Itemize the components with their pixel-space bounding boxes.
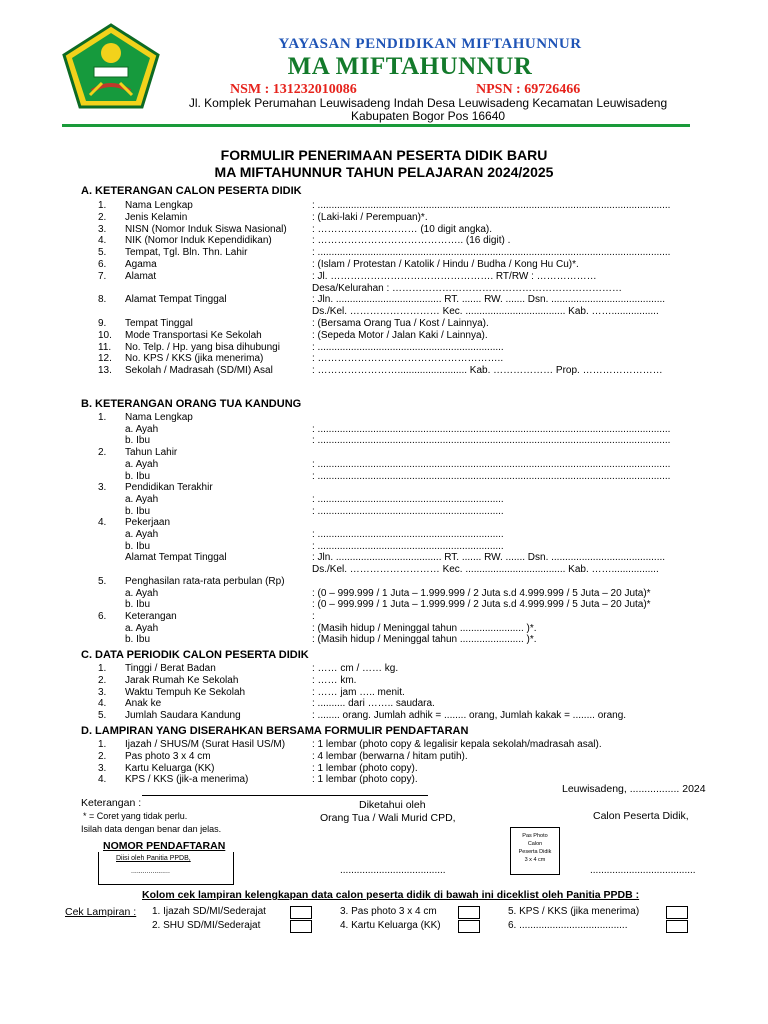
cek-box-other[interactable] <box>666 920 688 933</box>
section-d-heading: D. LAMPIRAN YANG DISERAHKAN BERSAMA FORMULIR PENDAFTARAN <box>81 725 469 737</box>
row-label: Tahun Lahir <box>125 447 178 459</box>
row-label: Pendidikan Terakhir <box>125 482 213 494</box>
npsn-number: NPSN : 69726466 <box>476 82 581 97</box>
row-sub-label: b. Ibu <box>125 505 151 517</box>
calon-label: Calon Peserta Didik, <box>593 810 689 822</box>
photo-label <box>511 832 559 864</box>
photo-label-line: Pas Photo <box>522 833 548 839</box>
cek-box-kps[interactable] <box>666 906 688 919</box>
address-line-1: Jl. Komplek Perumahan Leuwisadeng Indah Desa Leuwisadeng Kecamatan Leuwisadeng <box>188 96 668 110</box>
row-sub-label: b. Ibu <box>125 540 151 552</box>
cek-item-ijazah: 1. Ijazah SD/MI/Sederajat <box>152 906 266 917</box>
row-label: Keterangan <box>125 610 177 622</box>
row-number: 4. <box>98 698 107 710</box>
row-sub-label: a. Ayah <box>125 423 159 435</box>
place-date: Leuwisadeng, ................. 2024 <box>562 783 706 795</box>
row-sub-label: a. Ayah <box>125 622 159 634</box>
photo-label-line: Calon <box>527 841 543 847</box>
row-value[interactable]: : ............................................................................................................................... <box>312 200 671 211</box>
school-logo <box>62 23 160 109</box>
row-label: Nama Lengkap <box>125 412 193 423</box>
note-coret: * = Coret yang tidak perlu. <box>83 811 188 821</box>
row-value[interactable]: : 1 lembar (photo copy). <box>312 774 418 786</box>
row-label: No. KPS / KKS (jika menerima) <box>125 353 264 365</box>
row-number: 8. <box>98 294 107 306</box>
row-value[interactable]: : …… km. <box>312 674 357 686</box>
nomor-dots[interactable]: .................... <box>131 868 170 875</box>
row-number: 4. <box>98 517 107 529</box>
row-number: 2. <box>98 447 107 459</box>
row-sub-label: a. Ayah <box>125 529 159 540</box>
row-label: Alamat <box>125 270 157 282</box>
row-value[interactable]: : …… jam ….. menit. <box>312 686 405 698</box>
row-label: Agama <box>125 259 157 270</box>
cek-lampiran-label: Cek Lampiran : <box>65 906 137 918</box>
row-value[interactable]: : ................................................................... <box>312 493 504 505</box>
row-value[interactable]: : (Islam / Protestan / Katolik / Hindu / Budha / Kong Hu Cu)*. <box>312 259 579 270</box>
keterangan-label: Keterangan : <box>81 797 142 809</box>
row-label: Tempat Tinggal <box>125 318 193 329</box>
row-value[interactable]: : .......... dari …….. saudara. <box>312 698 435 710</box>
row-value[interactable]: : ……………………………………………….. <box>312 353 504 365</box>
row-label: Tinggi / Berat Badan <box>125 663 216 674</box>
note-isilah: Isilah data dengan benar dan jelas. <box>81 824 222 834</box>
row-label: Ijazah / SHUS/M (Surat Hasil US/M) <box>125 739 286 750</box>
row-value[interactable]: : (Bersama Orang Tua / Kost / Lainnya). <box>312 318 489 329</box>
row-value[interactable]: : …… cm / …… kg. <box>312 663 399 674</box>
row-label: Nama Lengkap <box>125 200 193 211</box>
row-value[interactable]: : ............................................................................................................................... <box>312 435 671 447</box>
checklist-title: Kolom cek lampiran kelengkapan data calon peserta didik di bawah ini diceklist oleh Panitia PPDB : <box>142 889 640 901</box>
address-line-2: Kabupaten Bogor Pos 16640 <box>350 109 506 123</box>
row-sub-label: b. Ibu <box>125 599 151 611</box>
row-number: 2. <box>98 674 107 686</box>
row-label: Jenis Kelamin <box>125 211 188 223</box>
row-sub-label: a. Ayah <box>125 458 159 470</box>
student-signature-line[interactable]: ...................................... <box>590 865 696 876</box>
row-number: 9. <box>98 318 107 329</box>
orang-tua-label: Orang Tua / Wali Murid CPD, <box>320 812 456 824</box>
row-number: 3. <box>98 223 107 235</box>
header-divider <box>62 124 690 127</box>
row-number: 5. <box>98 247 107 259</box>
row-label: Tempat, Tgl. Bln. Thn. Lahir <box>125 247 248 259</box>
row-number: 4. <box>98 774 107 786</box>
footer-divider <box>142 795 428 796</box>
cek-box-photo[interactable] <box>458 906 480 919</box>
row-number: 1. <box>98 412 107 423</box>
row-label: Anak ke <box>125 698 162 710</box>
row-label: Pas photo 3 x 4 cm <box>125 750 211 762</box>
row-label: Alamat Tempat Tinggal <box>125 294 227 306</box>
row-value[interactable]: : ............................................................................................................................... <box>312 247 671 259</box>
row-value[interactable]: : …………………………………….. (16 digit) . <box>312 235 511 247</box>
row-number: 1. <box>98 739 107 750</box>
row-number: 2. <box>98 750 107 762</box>
photo-box <box>510 827 560 875</box>
row-value[interactable]: : <box>312 610 315 622</box>
row-label: No. Telp. / Hp. yang bisa dihubungi <box>125 341 280 353</box>
row-sub-label: a. Ayah <box>125 493 159 505</box>
parent-signature-line[interactable]: ...................................... <box>340 865 446 876</box>
row-sub-label: a. Ayah <box>125 587 159 599</box>
row-value[interactable]: : ................................................................... <box>312 540 504 552</box>
row-value[interactable]: : ……………………......................... Kab. ……………… Prop. …………………… <box>312 365 663 377</box>
section-c-heading: C. DATA PERIODIK CALON PESERTA DIDIK <box>81 649 309 661</box>
row-number: 2. <box>98 211 107 223</box>
yayasan-name: YAYASAN PENDIDIKAN MIFTAHUNNUR <box>278 36 582 52</box>
photo-label-line: 3 x 4 cm <box>524 857 546 863</box>
row-value[interactable]: : ................................................................... <box>312 505 504 517</box>
row-value[interactable]: : 4 lembar (berwarna / hitam putih). <box>312 750 468 762</box>
section-b-heading: B. KETERANGAN ORANG TUA KANDUNG <box>81 398 302 410</box>
nomor-pendaftaran-title: NOMOR PENDAFTARAN <box>103 840 226 852</box>
nsm-number: NSM : 131232010086 <box>230 82 357 97</box>
cek-box-kk[interactable] <box>458 920 480 933</box>
row-value[interactable]: : ............................................................................................................................... <box>312 423 671 435</box>
row-number: 4. <box>98 235 107 247</box>
row-value[interactable]: : 1 lembar (photo copy). <box>312 762 418 774</box>
row-label: Pekerjaan <box>125 517 171 529</box>
form-title-line-1: FORMULIR PENERIMAAN PESERTA DIDIK BARU <box>220 147 548 163</box>
row-sub-label: b. Ibu <box>125 435 151 447</box>
row-value[interactable]: : (Masih hidup / Meninggal tahun ....................... )*. <box>312 634 537 646</box>
school-name: MA MIFTAHUNNUR <box>287 53 533 80</box>
row-value[interactable]: : ............................................................................................................................... <box>312 470 671 482</box>
row-number: 1. <box>98 200 107 211</box>
section-a-heading: A. KETERANGAN CALON PESERTA DIDIK <box>81 185 302 197</box>
photo-label-line: Peserta Didik <box>518 849 552 855</box>
row-value[interactable]: : (Laki-laki / Perempuan)*. <box>312 211 428 223</box>
row-number: 7. <box>98 270 107 282</box>
cek-item-shu: 2. SHU SD/MI/Sederajat <box>152 920 261 931</box>
row-value[interactable]: : ………………………… (10 digit angka). <box>312 223 493 235</box>
row-label: Kartu Keluarga (KK) <box>125 762 215 774</box>
row-sub-label: b. Ibu <box>125 470 151 482</box>
row-number: 11. <box>98 341 112 353</box>
row-label: NISN (Nomor Induk Siswa Nasional) <box>125 223 287 235</box>
cek-item-kps: 5. KPS / KKS (jika menerima) <box>508 906 640 917</box>
row-label: Jarak Rumah Ke Sekolah <box>125 674 239 686</box>
form-title-line-2: MA MIFTAHUNNUR TAHUN PELAJARAN 2024/2025 <box>214 164 554 180</box>
row-number: 5. <box>98 710 107 722</box>
cek-item-photo: 3. Pas photo 3 x 4 cm <box>340 906 437 917</box>
row-value[interactable]: : (Sepeda Motor / Jalan Kaki / Lainnya). <box>312 329 488 341</box>
row-number: 6. <box>98 259 107 270</box>
row-number: 6. <box>98 610 107 622</box>
diketahui-label: Diketahui oleh <box>359 799 426 811</box>
row-label: Alamat Tempat Tinggal <box>125 552 227 564</box>
row-label: Waktu Tempuh Ke Sekolah <box>125 686 246 698</box>
row-value[interactable]: : 1 lembar (photo copy & legalisir kepala sekolah/madrasah asal). <box>312 739 602 750</box>
row-value[interactable]: : (0 – 999.999 / 1 Juta – 1.999.999 / 2 Juta s.d 4.999.999 / 5 Juta – 20 Juta)* <box>312 587 651 599</box>
row-value[interactable]: : Jl. …………………………………………. RT/RW : ……………… <box>312 270 597 282</box>
row-value[interactable]: : Jln. ...................................... RT. ....... RW. ....... Dsn. ......................................... <box>312 552 666 564</box>
row-value[interactable]: Ds./Kel. ……………………… Kec. .................................... Kab. ……................. <box>312 306 659 318</box>
row-value[interactable]: : (0 – 999.999 / 1 Juta – 1.999.999 / 2 Juta s.d 4.999.999 / 5 Juta – 20 Juta)* <box>312 599 651 611</box>
cek-item-other: 6. ....................................... <box>508 920 628 931</box>
row-number: 13. <box>98 365 112 377</box>
row-label: NIK (Nomor Induk Kependidikan) <box>125 235 272 247</box>
row-value[interactable]: Desa/Kelurahan : …………………………………………………………… <box>312 282 623 294</box>
diisi-label: Diisi oleh Panitia PPDB, <box>116 855 191 862</box>
row-number: 10. <box>98 329 112 341</box>
row-label: Mode Transportasi Ke Sekolah <box>125 329 262 341</box>
row-value[interactable]: : (Masih hidup / Meninggal tahun ....................... )*. <box>312 622 537 634</box>
row-label: KPS / KKS (jik-a menerima) <box>125 774 249 786</box>
row-sub-label: b. Ibu <box>125 634 151 646</box>
row-value[interactable]: Ds./Kel. ……………………… Kec. .................................... Kab. ……................. <box>312 564 659 576</box>
row-value[interactable]: : ................................................................... <box>312 529 504 540</box>
row-number: 3. <box>98 686 107 698</box>
row-value[interactable]: : ................................................................... <box>312 341 504 353</box>
row-number: 12. <box>98 353 112 365</box>
row-value[interactable]: : Jln. ...................................... RT. ....... RW. ....... Dsn. ......................................... <box>312 294 666 306</box>
cek-item-kk: 4. Kartu Keluarga (KK) <box>340 920 441 931</box>
row-label: Penghasilan rata-rata perbulan (Rp) <box>125 575 285 587</box>
row-number: 1. <box>98 663 107 674</box>
row-value[interactable]: : ........ orang. Jumlah adhik = ........ orang, Jumlah kakak = ........ orang. <box>312 710 627 722</box>
cek-box-shu[interactable] <box>290 920 312 933</box>
row-label: Sekolah / Madrasah (SD/MI) Asal <box>125 365 273 377</box>
cek-box-ijazah[interactable] <box>290 906 312 919</box>
row-number: 3. <box>98 482 107 494</box>
row-value[interactable]: : ............................................................................................................................... <box>312 458 671 470</box>
row-label: Jumlah Saudara Kandung <box>125 710 241 722</box>
row-number: 3. <box>98 762 107 774</box>
row-number: 5. <box>98 575 107 587</box>
